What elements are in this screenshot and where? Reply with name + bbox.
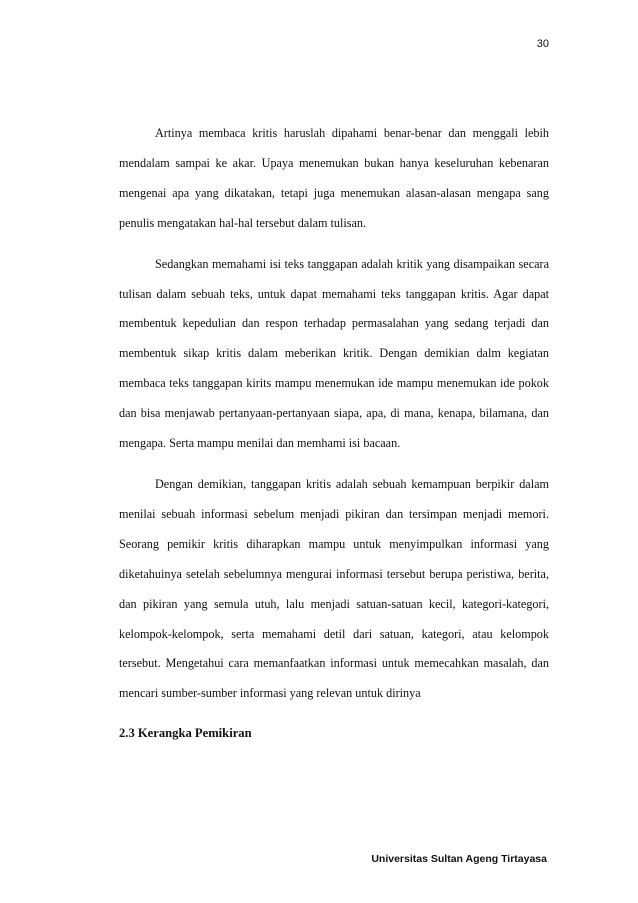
footer-institution: Universitas Sultan Ageng Tirtayasa [371,853,547,865]
paragraph-membaca-kritis: Artinya membaca kritis haruslah dipahami benar-benar dan menggali lebih mendalam sampai ke akar. Upaya menemukan bukan hanya keseluruhan kebenaran mengenai apa yang dikatakan, tetapi juga menemukan alasan-alasan mengapa sang penulis mengatakan hal-hal tersebut dalam tulisan. [119,126,549,230]
paragraph-memahami-teks-tanggapan: Sedangkan memahami isi teks tanggapan adalah kritik yang disampaikan secara tulisan dalam sebuah teks, untuk dapat memahami teks tanggapan kritis. Agar dapat membentuk kepedulian dan respon terhadap permasalahan yang sedang terjadi dan membentuk sikap kritis dalam meberikan kritik. Dengan demikian dalm kegiatan membaca teks tanggapan kirits mampu menemukan ide mampu menemukan ide pokok dan bisa menjawab pertanyaan-pertanyaan siapa, apa, di mana, kenapa, bilamana, dan mengapa. Serta mampu menilai dan memhami isi bacaan. [119,256,549,451]
body-text [119,119,549,743]
page-number: 30 [536,38,549,50]
section-heading: 2.3 Kerangka Pemikiran [119,726,252,741]
paragraph-tanggapan-kritis: Dengan demikian, tanggapan kritis adalah sebuah kemampuan berpikir dalam menilai sebuah informasi sebelum menjadi pikiran dan tersimpan menjadi memori. Seorang pemikir kritis diharapkan mampu untuk menyimpulkan informasi yang diketahuinya setelah sebelumnya mengurai informasi tersebut berupa peristiwa, berita, dan pikiran yang semula utuh, lalu menjadi satuan-satuan kecil, kategori-kategori, kelompok-kelompok, serta memahami detil dari satuan, kategori, atau kelompok tersebut. Mengetahui cara memanfaatkan informasi untuk memecahkan masalah, dan mencari sumber-sumber informasi yang relevan untuk dirinya [119,476,549,701]
